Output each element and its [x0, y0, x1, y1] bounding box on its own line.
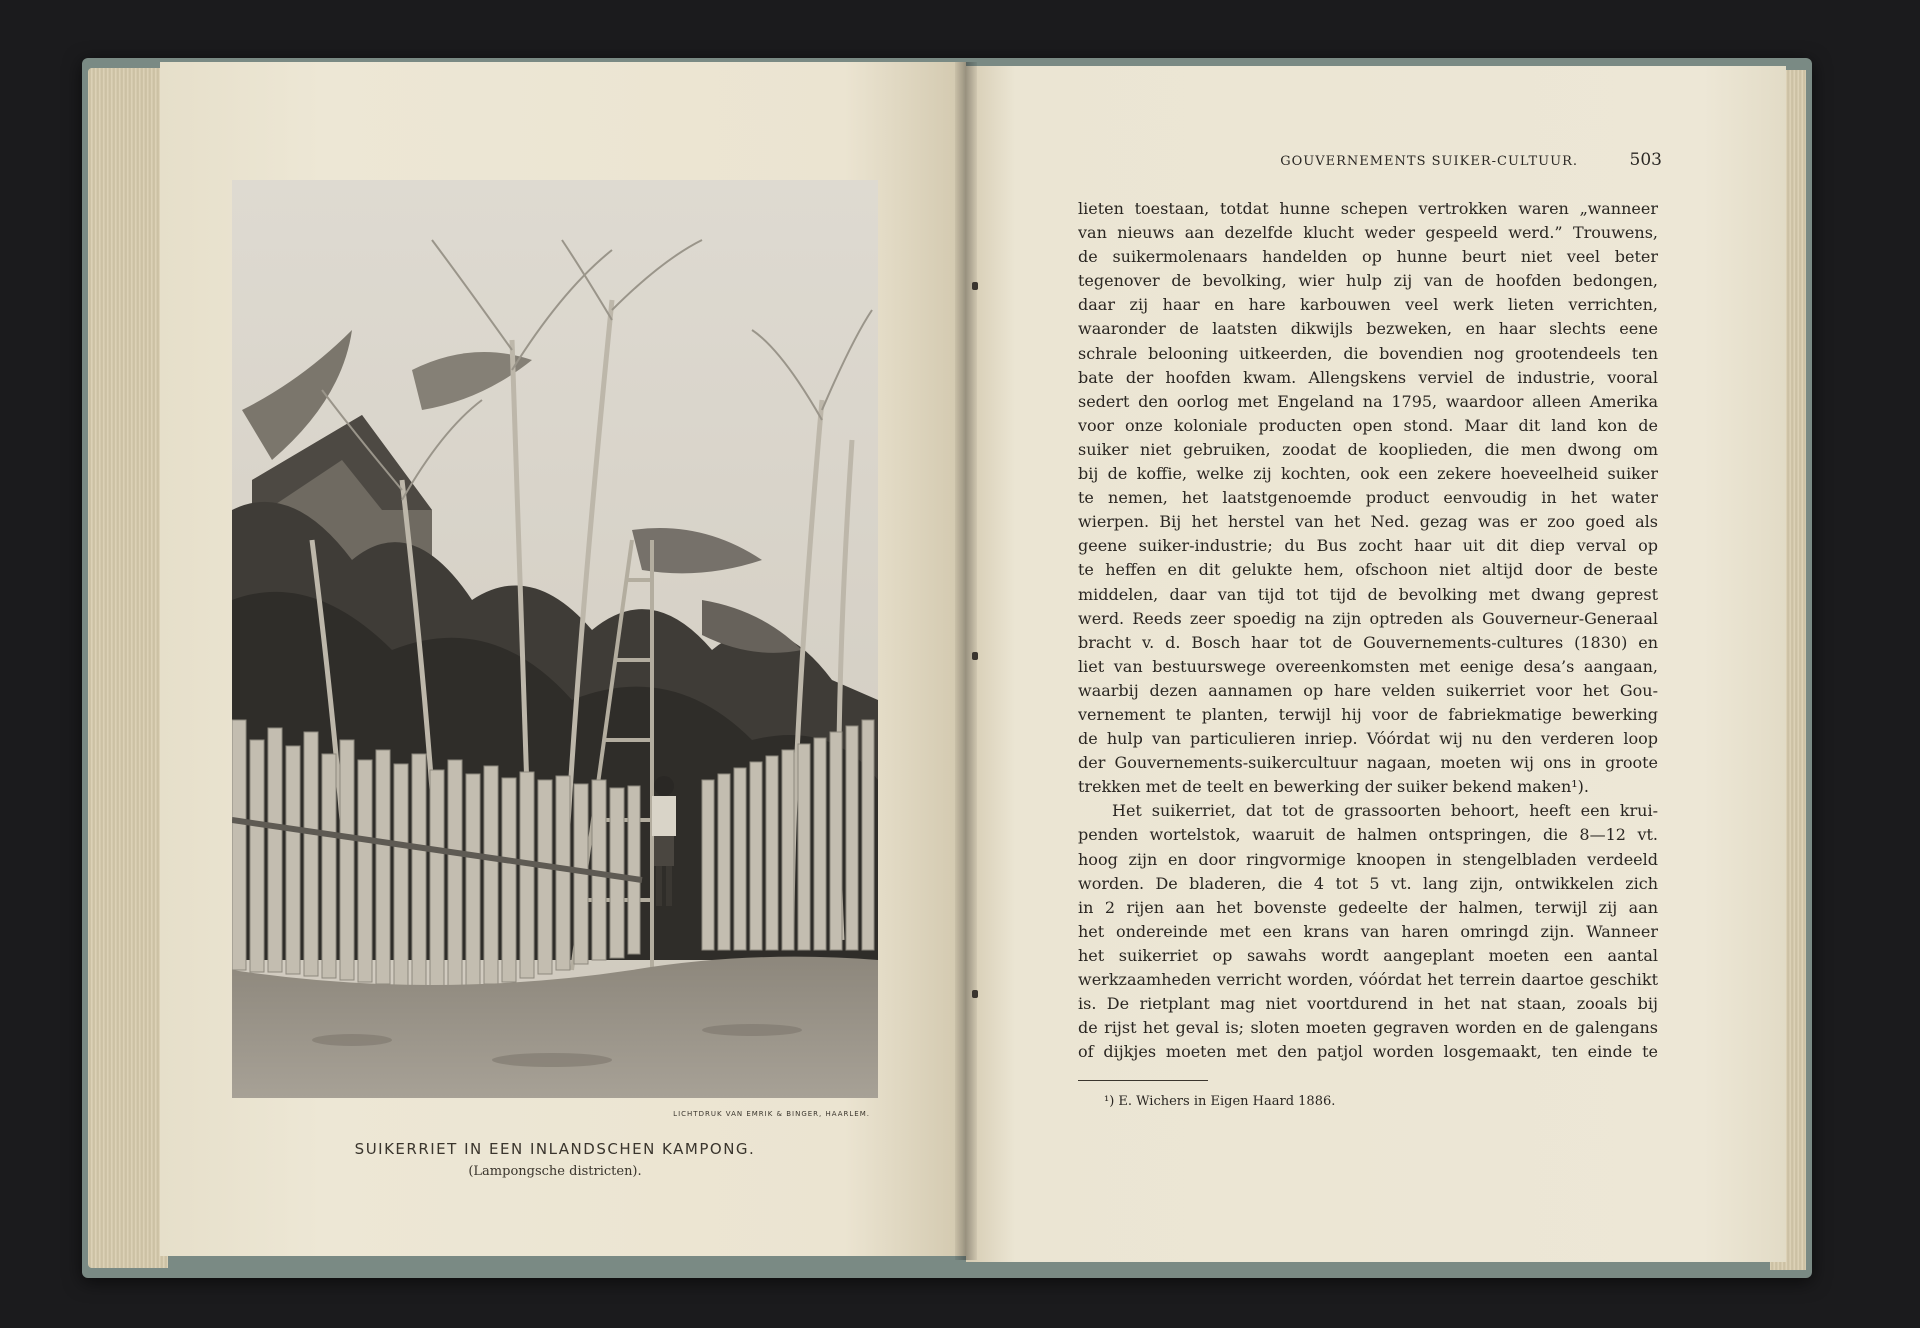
page-edges-left [88, 68, 168, 1268]
text-line: van nieuws aan dezelfde klucht weder gespeeld werd.” Trouwens, [1078, 223, 1658, 243]
text-line: sedert den oorlog met Engeland na 1795, waardoor alleen Amerika [1078, 391, 1658, 411]
text-line: te nemen, het laatstgenoemde product eenvoudig in het water [1078, 488, 1658, 508]
text-line: tegenover de bevolking, wier hulp zij van de hoofden bedongen, [1078, 271, 1658, 291]
text-line: penden wortelstok, waaruit de halmen ontspringen, die 8—12 vt. [1078, 825, 1658, 845]
text-line: bracht v. d. Bosch haar tot de Gouvernements-cultures (1830) en [1078, 632, 1658, 652]
text-line: vernement te planten, terwijl hij voor de fabriekmatige bewerking [1078, 704, 1658, 724]
page-number: 503 [1629, 150, 1662, 170]
footnote-rule [1078, 1080, 1208, 1081]
text-line: waaronder de laatsten dikwijls bezweken, en haar slechts eene [1078, 319, 1658, 339]
text-line: der Gouvernements-suikercultuur nagaan, moeten wij ons in groote [1078, 753, 1658, 773]
text-line: daar zij haar en hare karbouwen veel werk lieten verrichten, [1078, 295, 1658, 315]
text-line: de hulp van particulieren inriep. Vóórdat wij nu den verderen loop [1078, 729, 1658, 749]
text-line: is. De rietplant mag niet voortdurend in het nat staan, zooals bij [1078, 994, 1658, 1014]
body-text [1078, 197, 1658, 1064]
text-line: de rijst het geval is; sloten moeten gegraven worden en de galengans [1078, 1018, 1658, 1038]
book-gutter [955, 62, 977, 1260]
text-line: wierpen. Bij het herstel van het Ned. gezag was er zoo goed als [1078, 512, 1658, 532]
text-line: hoog zijn en door ringvormige knoopen in stengelbladen verdeeld [1078, 849, 1658, 869]
text-line: worden. De bladeren, die 4 tot 5 vt. lang zijn, ontwikkelen zich [1078, 873, 1658, 893]
text-line: werd. Reeds zeer spoedig na zijn optreden als Gouverneur-Generaal [1078, 608, 1658, 628]
text-line: bij de koffie, welke zij kochten, ook een zekere hoeveelheid suiker [1078, 464, 1658, 484]
binding-stitch [972, 990, 978, 998]
text-line: liet van bestuurswege overeenkomsten met eenige desa’s aangaan, [1078, 656, 1658, 676]
text-line: schrale belooning uitkeerden, die bovendien nog grootendeels ten [1078, 343, 1658, 363]
text-line: trekken met de teelt en bewerking der suiker bekend maken¹). [1078, 777, 1589, 797]
text-line: waarbij dezen aannamen op hare velden suikerriet voor het Gou- [1078, 680, 1658, 700]
text-line: of dijkjes moeten met den patjol worden losgemaakt, ten einde te [1078, 1042, 1658, 1062]
text-line: middelen, daar van tijd tot tijd de bevolking met dwang geprest [1078, 584, 1658, 604]
photograph-sugarcane-kampong [232, 180, 878, 1098]
text-line: te heffen en dit gelukte hem, ofschoon niet altijd door de beste [1078, 560, 1658, 580]
text-line: geene suiker-industrie; du Bus zocht haar uit dit diep verval op [1078, 536, 1658, 556]
text-line: het suikerriet op sawahs wordt aangeplant moeten een aantal [1078, 945, 1658, 965]
text-line: werkzaamheden verricht worden, vóórdat het terrein daartoe geschikt [1078, 970, 1658, 989]
binding-stitch [972, 282, 978, 290]
footnote: ¹) E. Wichers in Eigen Haard 1886. [1104, 1094, 1336, 1109]
binding-stitch [972, 652, 978, 660]
plate-subcaption: (Lampongsche districten). [468, 1164, 642, 1179]
running-head: GOUVERNEMENTS SUIKER-CULTUUR. [1280, 154, 1578, 169]
text-line: het ondereinde met een krans van haren omringd zijn. Wanneer [1078, 921, 1658, 941]
text-line: de suikermolenaars handelden op hunne beurt niet veel beter [1078, 247, 1658, 267]
text-line: in 2 rijen aan het bovenste gedeelte der halmen, terwijl zij aan [1078, 897, 1658, 917]
plate-printer-credit: LICHTDRUK VAN EMRIK & BINGER, HAARLEM. [673, 1110, 870, 1118]
plate-caption: SUIKERRIET IN EEN INLANDSCHEN KAMPONG. [354, 1140, 756, 1158]
text-line: bate der hoofden kwam. Allengskens verviel de industrie, vooral [1078, 367, 1658, 387]
text-line: suiker niet gebruiken, zoodat de kooplieden, die men dwong om [1078, 439, 1658, 459]
text-line: lieten toestaan, totdat hunne schepen vertrokken waren „wanneer [1078, 199, 1658, 218]
text-line: Het suikerriet, dat tot de grassoorten behoort, heeft een krui- [1112, 801, 1658, 821]
text-line: voor onze koloniale producten open stond. Maar dit land kon de [1078, 415, 1658, 435]
